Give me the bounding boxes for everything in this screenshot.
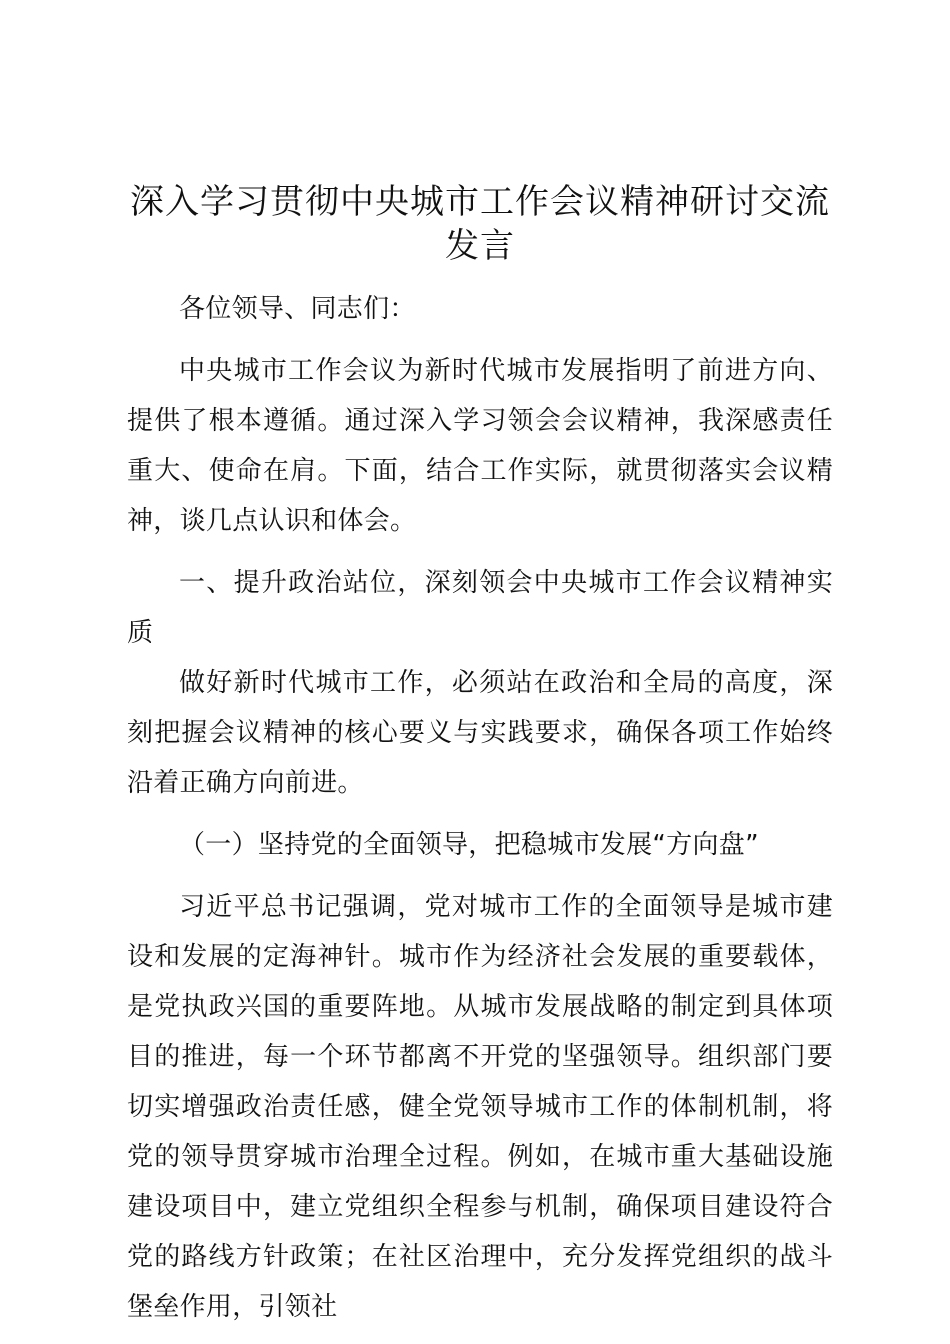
section-1-paragraph: 做好新时代城市工作，必须站在政治和全局的高度，深刻把握会议精神的核心要义与实践要求，确保各项工作始终沿着正确方向前进。 — [127, 668, 833, 798]
salutation-paragraph: 各位领导、同志们： — [179, 294, 416, 324]
document-title: 深入学习贯彻中央城市工作会议精神研讨交流发言 — [130, 182, 830, 266]
document-body — [127, 180, 833, 1332]
subsection-heading-1: （一）坚持党的全面领导，把稳城市发展“方向盘” — [179, 830, 759, 860]
intro-paragraph: 中央城市工作会议为新时代城市发展指明了前进方向、提供了根本遵循。通过深入学习领会会议精神，我深感责任重大、使命在肩。下面，结合工作实际，就贯彻落实会议精神，谈几点认识和体会。 — [127, 356, 833, 536]
subsection-1-paragraph: 习近平总书记强调，党对城市工作的全面领导是城市建设和发展的定海神针。城市作为经济社会发展的重要载体，是党执政兴国的重要阵地。从城市发展战略的制定到具体项目的推进，每一个环节都离不开党的坚强领导。组织部门要切实增强政治责任感，健全党领导城市工作的体制机制，将党的领导贯穿城市治理全过程。例如，在城市重大基础设施建设项目中，建立党组织全程参与机制，确保项目建设符合党的路线方针政策；在社区治理中，充分发挥党组织的战斗堡垒作用，引领社 — [127, 892, 833, 1322]
section-heading-1: 一、提升政治站位，深刻领会中央城市工作会议精神实质 — [127, 568, 833, 648]
